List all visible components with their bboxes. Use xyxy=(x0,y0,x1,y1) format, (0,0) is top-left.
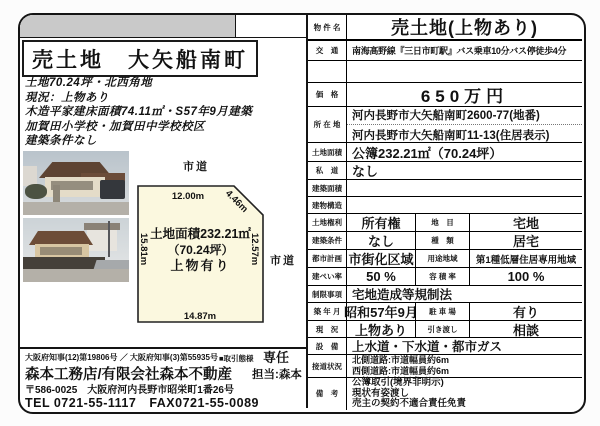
cell-value: 上水道・下水道・都市ガス xyxy=(352,340,503,354)
cell-label: 所 在 地 xyxy=(308,107,347,142)
row-access xyxy=(308,41,582,61)
row-building-structure xyxy=(308,197,582,214)
remarks-line: 売主の契約不適合責任免責 xyxy=(352,398,467,409)
row-building-area xyxy=(308,180,582,197)
cell-value xyxy=(347,61,582,82)
row-road-access xyxy=(308,355,582,378)
header-band-gray-strip xyxy=(20,15,236,37)
cell-label: 備 考 xyxy=(308,378,347,410)
photo-detail xyxy=(25,184,47,199)
plot-area-text xyxy=(144,227,257,274)
description-line: 土地70.24坪・北西角地 xyxy=(25,77,153,89)
cell-label: 物 件 名 xyxy=(308,15,347,39)
cell-value: 昭和57年9月 xyxy=(344,305,418,320)
row-restrictions xyxy=(308,286,582,303)
cell-label: 交 通 xyxy=(308,41,347,60)
cell-label: 建物構造 xyxy=(308,197,347,213)
cell-label: 築 年 月 xyxy=(308,303,347,320)
transaction-type-label: ■取引態様 xyxy=(219,354,254,363)
row-remarks xyxy=(308,378,582,410)
row-city-planning xyxy=(308,250,582,268)
cell-value xyxy=(347,378,582,410)
photo-detail xyxy=(40,247,82,255)
plot-area-line: （70.24坪） xyxy=(167,242,234,257)
plot-area-line: 土地面積232.21㎡ xyxy=(150,227,251,241)
agency-address: 〒586-0025 大阪府河内長野市昭栄町1番26号 xyxy=(25,385,234,396)
cell-value: 100 % xyxy=(507,269,545,284)
location-line-address: 河内長野市大矢船南町11-13(住居表示) xyxy=(352,129,550,142)
cell-value: なし xyxy=(352,164,379,179)
remarks-line: 公簿取引(境界非明示) xyxy=(352,377,444,388)
description-line: 現況：上物あり xyxy=(25,91,109,104)
license-line: 大阪府知事(12)第19806号 ／ 大阪府知事(3)第55935号 xyxy=(25,353,218,362)
row-current-state xyxy=(308,321,582,338)
remarks-line: 現状有姿渡し xyxy=(352,387,410,399)
cell-value: 所有権 xyxy=(361,216,401,231)
cell-value: 上物あり xyxy=(354,322,407,338)
photo-detail xyxy=(87,227,117,251)
row-built-date xyxy=(308,303,582,321)
row-land-area xyxy=(308,143,582,162)
cell-value xyxy=(347,355,582,377)
agency-name: 森本工務店/有限会社森本不動産 xyxy=(25,367,233,383)
cell-value: 南海高野線『三日市町駅』バス乗車10分バス停徒歩4分 xyxy=(352,46,567,56)
row-coverage-ratio xyxy=(308,268,582,286)
photo-detail xyxy=(53,185,60,202)
cell-mid-label: 地 目 xyxy=(415,214,470,231)
cell-label: 設 備 xyxy=(308,338,347,354)
cell-label: 接道状況 xyxy=(308,355,347,377)
cell-value: 公簿232.21㎡（70.24坪） xyxy=(352,145,503,161)
cell-value: 650万円 xyxy=(420,87,509,106)
cell-mid-label: 引き渡し xyxy=(415,321,470,337)
photo-detail xyxy=(108,221,110,257)
flyer-card xyxy=(18,13,586,414)
cell-value: 宅地 xyxy=(512,216,539,231)
cell-label: 現 況 xyxy=(308,321,347,337)
cell-value: 第1種低層住居専用地域 xyxy=(475,254,577,266)
cell-mid-label: 種 類 xyxy=(415,232,470,249)
cell-label: 制限事項 xyxy=(308,286,347,302)
dimension-corner: 4.46m xyxy=(223,188,250,215)
photo-detail xyxy=(23,166,37,186)
dimension-top: 12.00m xyxy=(171,191,205,202)
row-price xyxy=(308,83,582,107)
dimension-left: 15.81m xyxy=(138,233,149,266)
cell-mid-label: 用途地域 xyxy=(415,250,470,267)
plot-area-line: 上物有り xyxy=(170,258,231,273)
row-blank xyxy=(308,61,582,83)
listing-description xyxy=(25,76,252,149)
photo-detail xyxy=(84,223,120,230)
road-label-right: 市道 xyxy=(270,255,296,267)
location-line-lot: 河内長野市大矢船南町2600-77(地番) xyxy=(347,105,582,125)
listing-title: 売土地 大矢船南町 xyxy=(22,40,258,77)
cell-value: 有り xyxy=(512,305,539,320)
property-photo-front xyxy=(23,151,129,215)
row-property xyxy=(308,15,582,41)
photo-detail xyxy=(29,231,93,245)
cell-value xyxy=(347,180,582,196)
transaction-type-value: 専任 xyxy=(263,350,290,365)
cell-value: 居宅 xyxy=(512,234,539,249)
agent-name: 担当:森本 xyxy=(252,369,302,381)
cell-label xyxy=(308,61,347,82)
cell-value: 宅地造成等規制法 xyxy=(352,288,453,302)
description-line: 建築条件なし xyxy=(25,135,97,148)
dimension-bottom: 14.87m xyxy=(183,311,217,322)
cell-value xyxy=(347,197,582,213)
cell-label: 土地権利 xyxy=(308,214,347,231)
road-label-top: 市道 xyxy=(183,161,209,173)
cell-value: 相談 xyxy=(512,322,539,338)
road-access-north: 北側道路:市道幅員約6m xyxy=(352,355,450,365)
cell-value: なし xyxy=(367,234,394,249)
cell-label: 都市計画 xyxy=(308,250,347,267)
photo-detail xyxy=(23,269,129,282)
spec-table xyxy=(306,15,582,408)
property-photo-corner xyxy=(23,218,129,282)
row-land-rights xyxy=(308,214,582,232)
cell-label: 土地面積 xyxy=(308,143,347,161)
photo-detail xyxy=(23,202,129,215)
description-line: 木造平家建床面積74.11㎡・S57年9月建築 xyxy=(25,106,253,119)
cell-label: 価 格 xyxy=(308,83,347,106)
cell-value xyxy=(347,107,582,142)
cell-mid-label: 駐 車 場 xyxy=(415,303,470,320)
row-private-road xyxy=(308,162,582,180)
cell-value: 市街化区域 xyxy=(348,252,414,267)
cell-value: 50 % xyxy=(366,269,396,284)
cell-value: 売土地(上物あり) xyxy=(391,18,538,38)
photo-detail xyxy=(100,180,125,199)
cell-label: 私 道 xyxy=(308,162,347,179)
row-location xyxy=(308,107,582,143)
description-line: 加賀田小学校・加賀田中学校校区 xyxy=(25,120,205,133)
row-utilities xyxy=(308,338,582,355)
cell-mid-label: 容 積 率 xyxy=(415,268,470,285)
cell-label: 建築条件 xyxy=(308,232,347,249)
cell-label: 建ぺい率 xyxy=(308,268,347,285)
row-building-conditions xyxy=(308,232,582,250)
road-access-west: 西側道路:市道幅員約6m xyxy=(352,366,450,376)
cell-label: 建築面積 xyxy=(308,180,347,196)
header-band xyxy=(20,15,306,38)
agency-phone: TEL 0721-55-1117 FAX0721-55-0089 xyxy=(25,396,259,410)
dimension-right: 12.57m xyxy=(249,233,260,266)
